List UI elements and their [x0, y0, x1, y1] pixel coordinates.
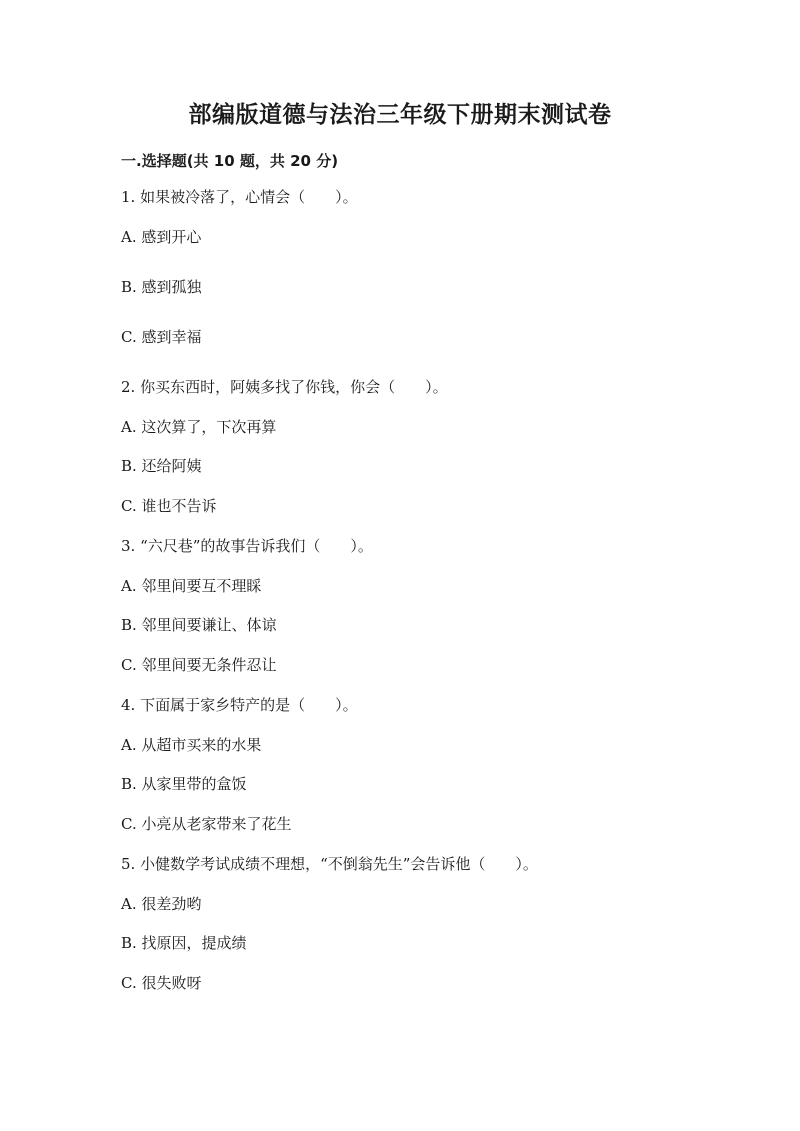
answer-option: A. 感到开心	[121, 228, 202, 246]
question-stem: 4. 下面属于家乡特产的是（ ）。	[121, 696, 358, 714]
answer-option: C. 谁也不告诉	[121, 497, 217, 515]
answer-option: B. 邻里间要谦让、体谅	[121, 616, 277, 634]
answer-option: B. 从家里带的盒饭	[121, 775, 247, 793]
answer-option: C. 很失败呀	[121, 974, 202, 992]
question-stem: 5. 小健数学考试成绩不理想，“不倒翁先生”会告诉他（ ）。	[121, 855, 538, 873]
question-stem: 3. “六尺巷”的故事告诉我们（ ）。	[121, 537, 373, 555]
answer-option: A. 这次算了，下次再算	[121, 418, 277, 436]
question-stem: 1. 如果被冷落了，心情会（ ）。	[121, 188, 358, 206]
question-stem: 2. 你买东西时，阿姨多找了你钱，你会（ ）。	[121, 378, 448, 396]
answer-option: B. 还给阿姨	[121, 457, 202, 475]
answer-option: C. 感到幸福	[121, 328, 202, 346]
answer-option: C. 邻里间要无条件忍让	[121, 656, 277, 674]
answer-option: C. 小亮从老家带来了花生	[121, 815, 292, 833]
section-heading: 一.选择题(共 10 题，共 20 分)	[121, 152, 339, 170]
answer-option: A. 邻里间要互不理睬	[121, 577, 262, 595]
page-title: 部编版道德与法治三年级下册期末测试卷	[188, 102, 612, 128]
answer-option: B. 找原因，提成绩	[121, 934, 247, 952]
answer-option: A. 很差劲哟	[121, 895, 202, 913]
answer-option: B. 感到孤独	[121, 278, 202, 296]
answer-option: A. 从超市买来的水果	[121, 736, 262, 754]
